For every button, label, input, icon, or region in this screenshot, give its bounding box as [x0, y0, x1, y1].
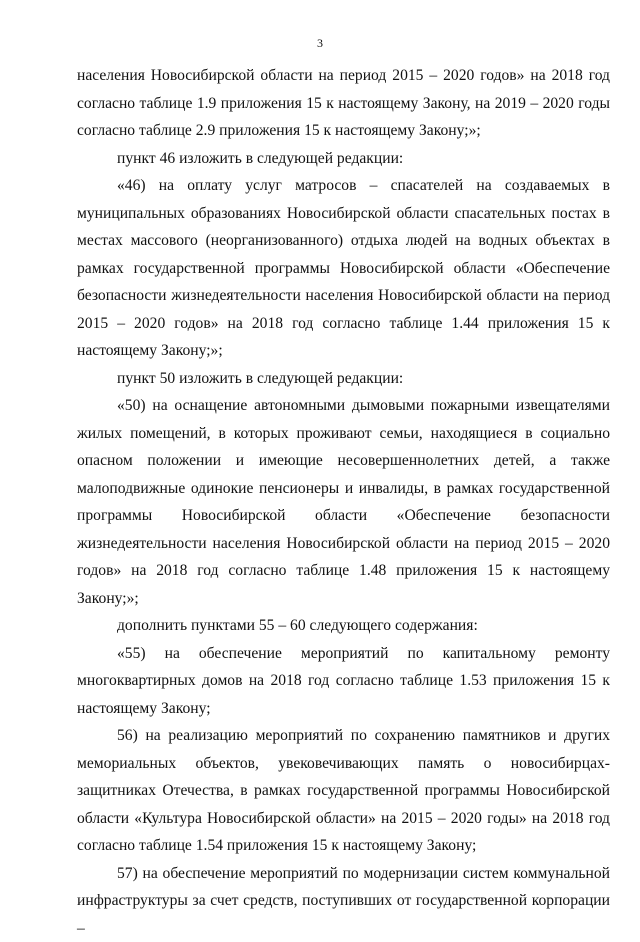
document-body	[77, 62, 610, 942]
paragraph-5: «50) на оснащение автономными дымовыми пожарными извещателями жилых помещений, в которых проживают семьи, находящиеся в социально опасном положении и имеющие несовершеннолетних детей, а также малоподвижные одинокие пенсионеры и инвалиды, в рамках государственной программы Новосибирской области «Обеспечение безопасности жизнедеятельности населения Новосибирской области на период 2015 – 2020 годов» на 2018 год согласно таблице 1.48 приложения 15 к настоящему Закону;»;	[77, 392, 610, 612]
paragraph-6: дополнить пунктами 55 – 60 следующего содержания:	[77, 612, 610, 640]
paragraph-3: «46) на оплату услуг матросов – спасателей на создаваемых в муниципальных образованиях Новосибирской области спасательных постах в местах массового (неорганизованного) отдыха людей на водных объектах в рамках государственной программы Новосибирской области «Обеспечение безопасности жизнедеятельности населения Новосибирской области на период 2015 – 2020 годов» на 2018 год согласно таблице 1.44 приложения 15 к настоящему Закону;»;	[77, 172, 610, 365]
paragraph-7: «55) на обеспечение мероприятий по капитальному ремонту многоквартирных домов на 2018 год согласно таблице 1.53 приложения 15 к настоящему Закону;	[77, 640, 610, 723]
paragraph-1: населения Новосибирской области на период 2015 – 2020 годов» на 2018 год согласно таблице 1.9 приложения 15 к настоящему Закону, на 2019 – 2020 годы согласно таблице 2.9 приложения 15 к настоящему Закону;»;	[77, 62, 610, 145]
paragraph-9: 57) на обеспечение мероприятий по модернизации систем коммунальной инфраструктуры за счет средств, поступивших от государственной корпорации –	[77, 860, 610, 942]
paragraph-4: пункт 50 изложить в следующей редакции:	[77, 365, 610, 393]
paragraph-2: пункт 46 изложить в следующей редакции:	[77, 145, 610, 173]
paragraph-8: 56) на реализацию мероприятий по сохранению памятников и других мемориальных объектов, увековечивающих память о новосибирцах-защитниках Отечества, в рамках государственной программы Новосибирской области «Культура Новосибирской области» на 2015 – 2020 годы» на 2018 год согласно таблице 1.54 приложения 15 к настоящему Закону;	[77, 722, 610, 860]
page-number: 3	[0, 36, 640, 50]
